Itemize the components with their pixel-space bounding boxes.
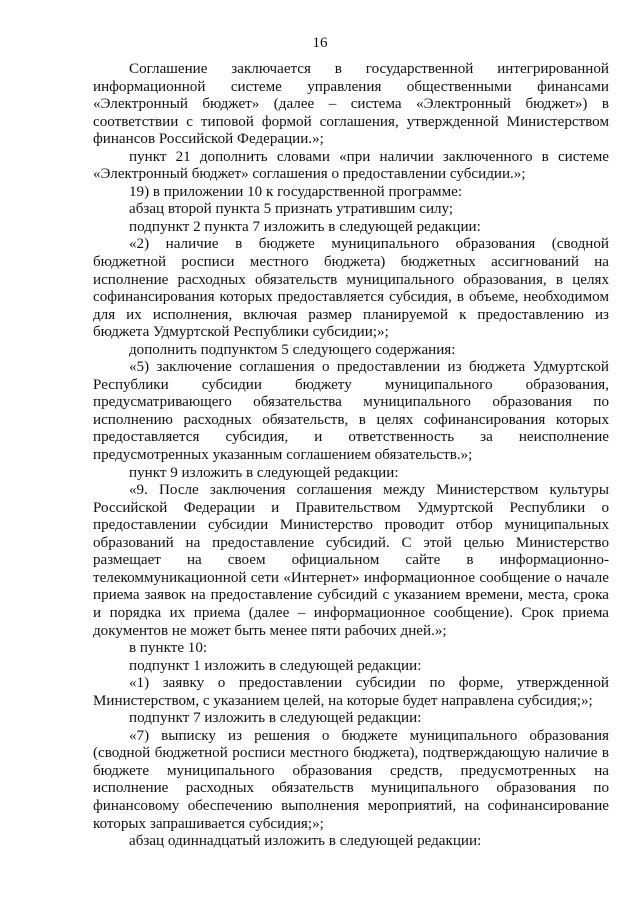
- paragraph-quote-1: «1) заявку о предоставлении субсидии по форме, утвержденной Министерством, с указанием целей, на которые будет направлена субсидия;»;: [93, 675, 609, 709]
- page-number: 16: [312, 35, 328, 51]
- paragraph-item-19: 19) в приложении 10 к государственной программе:: [129, 183, 463, 200]
- paragraph-point-5-void: абзац второй пункта 5 признать утратившим силу;: [129, 201, 454, 218]
- document-body: [93, 61, 609, 851]
- paragraph-point-10: в пункте 10:: [129, 640, 208, 657]
- paragraph-quote-9: «9. После заключения соглашения между Министерством культуры Российской Федерации и Правительством Удмуртской Республики о предоставлении субсидии Министерство проводит отбор муниципальных образований на предоставление субсидий. С этой целью Министерство размещает на своем официальном сайте в информационно-телекоммуникационной сети «Интернет» информационное сообщение о начале приема заявок на предоставление субсидий с указанием времени, места, срока и порядка их приема (далее – информационное сообщение). Срок приема документов не может быть менее пяти рабочих дней.»;: [93, 482, 609, 639]
- paragraph-eleventh-abzac: абзац одиннадцатый изложить в следующей редакции:: [129, 833, 482, 850]
- paragraph-point-21: пункт 21 дополнить словами «при наличии заключенного в системе «Электронный бюджет» соглашения о предоставлении субсидии.»;: [93, 148, 609, 183]
- paragraph-subpoint-7: подпункт 7 изложить в следующей редакции:: [129, 710, 422, 727]
- paragraph-quote-5: «5) заключение соглашения о предоставлении из бюджета Удмуртской Республики субсидии бюджету муниципального образования, предусматривающего обязательства муниципального образования по исполнению расходных обязательств, в целях софинансирования которых предоставляется субсидия, и ответственность за неисполнение предусмотренных указанным соглашением обязательств.»;: [93, 359, 609, 464]
- paragraph-quote-2: «2) наличие в бюджете муниципального образования (сводной бюджетной росписи местного бюджета) бюджетных ассигнований на исполнение расходных обязательств муниципального образования, в целях софинансирования которых предоставляется субсидия, в объеме, необходимом для их исполнения, включая размер планируемой к предоставлению из бюджета Удмуртской Республики субсидии;»;: [93, 236, 609, 341]
- paragraph-subpoint-2-point-7: подпункт 2 пункта 7 изложить в следующей редакции:: [129, 218, 481, 235]
- paragraph-subpoint-1: подпункт 1 изложить в следующей редакции:: [129, 657, 422, 674]
- paragraph-point-9: пункт 9 изложить в следующей редакции:: [129, 464, 399, 481]
- paragraph-add-subpoint-5: дополнить подпунктом 5 следующего содержания:: [129, 341, 456, 358]
- paragraph-quote-7: «7) выписку из решения о бюджете муниципального образования (сводной бюджетной росписи местного бюджета), подтверждающую наличие в бюджете муниципального образования средств, предусмотренных на исполнение расходных обязательств муниципального образования по финансовому обеспечению выполнения мероприятий, на софинансирование которых запрашивается субсидия;»;: [93, 727, 609, 832]
- paragraph-agreement-system: Соглашение заключается в государственной интегрированной информационной системе управления общественными финансами «Электронный бюджет» (далее – система «Электронный бюджет») в соответствии с типовой формой соглашения, утвержденной Министерством финансов Российской Федерации.»;: [93, 61, 609, 148]
